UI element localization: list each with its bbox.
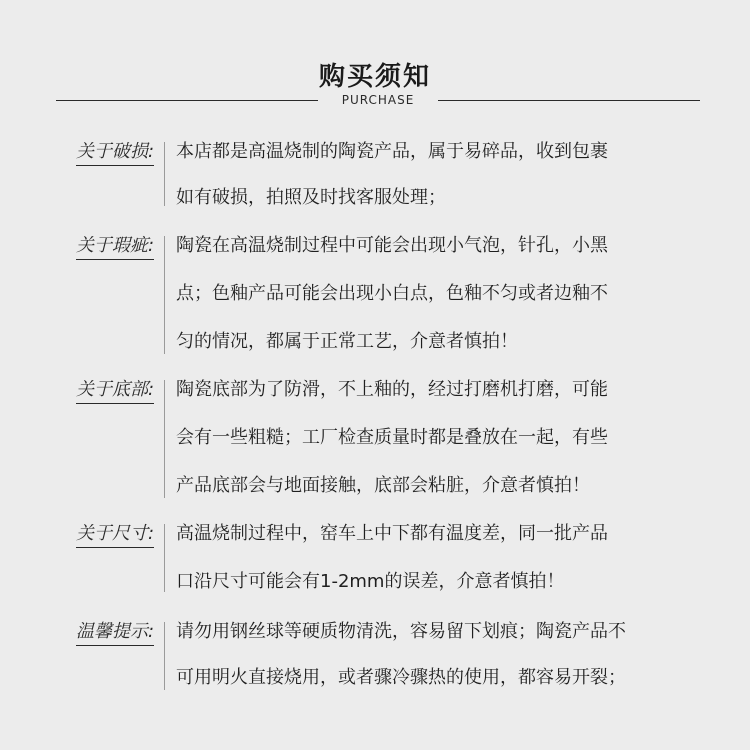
section-text-size — [176, 522, 686, 594]
page-subtitle: PURCHASE — [341, 93, 415, 107]
text-line: 会有一些粗糙；工厂检查质量时都是叠放在一起，有些 — [176, 427, 608, 448]
subtitle-row — [56, 92, 700, 108]
text-line: 可用明火直接烧用，或者骤冷骤热的使用，都容易开裂； — [176, 667, 626, 688]
section-label-flaw: 关于瑕疵: — [76, 234, 154, 260]
section-bar-damage — [164, 142, 165, 206]
section-bar-bottom — [164, 380, 165, 498]
section-text-damage — [176, 140, 686, 210]
text-line: 高温烧制过程中，窑车上中下都有温度差，同一批产品 — [176, 523, 608, 544]
text-line: 如有破损，拍照及时找客服处理； — [176, 187, 446, 208]
section-label-bottom: 关于底部: — [76, 378, 154, 404]
section-label-damage: 关于破损: — [76, 140, 154, 166]
text-line: 请勿用钢丝球等硬质物清洗，容易留下划痕；陶瓷产品不 — [176, 621, 626, 642]
text-line: 陶瓷在高温烧制过程中可能会出现小气泡，针孔，小黑 — [176, 235, 608, 256]
divider-right — [438, 100, 700, 101]
section-bar-size — [164, 524, 165, 592]
text-line: 陶瓷底部为了防滑，不上釉的，经过打磨机打磨，可能 — [176, 379, 608, 400]
page-title: 购买须知 — [318, 62, 431, 92]
text-line: 产品底部会与地面接触，底部会粘脏，介意者慎拍！ — [176, 475, 590, 496]
section-text-flaw — [176, 234, 686, 354]
section-text-bottom — [176, 378, 686, 498]
section-bar-flaw — [164, 236, 165, 354]
text-line: 点；色釉产品可能会出现小白点，色釉不匀或者边釉不 — [176, 283, 608, 304]
text-line: 口沿尺寸可能会有1-2mm的误差，介意者慎拍！ — [176, 571, 565, 592]
section-label-tips: 温馨提示: — [76, 620, 154, 646]
section-label-size: 关于尺寸: — [76, 522, 154, 548]
text-line: 本店都是高温烧制的陶瓷产品，属于易碎品，收到包裹 — [176, 141, 608, 162]
section-text-tips — [176, 620, 686, 690]
text-line: 匀的情况，都属于正常工艺，介意者慎拍！ — [176, 331, 518, 352]
section-bar-tips — [164, 622, 165, 690]
